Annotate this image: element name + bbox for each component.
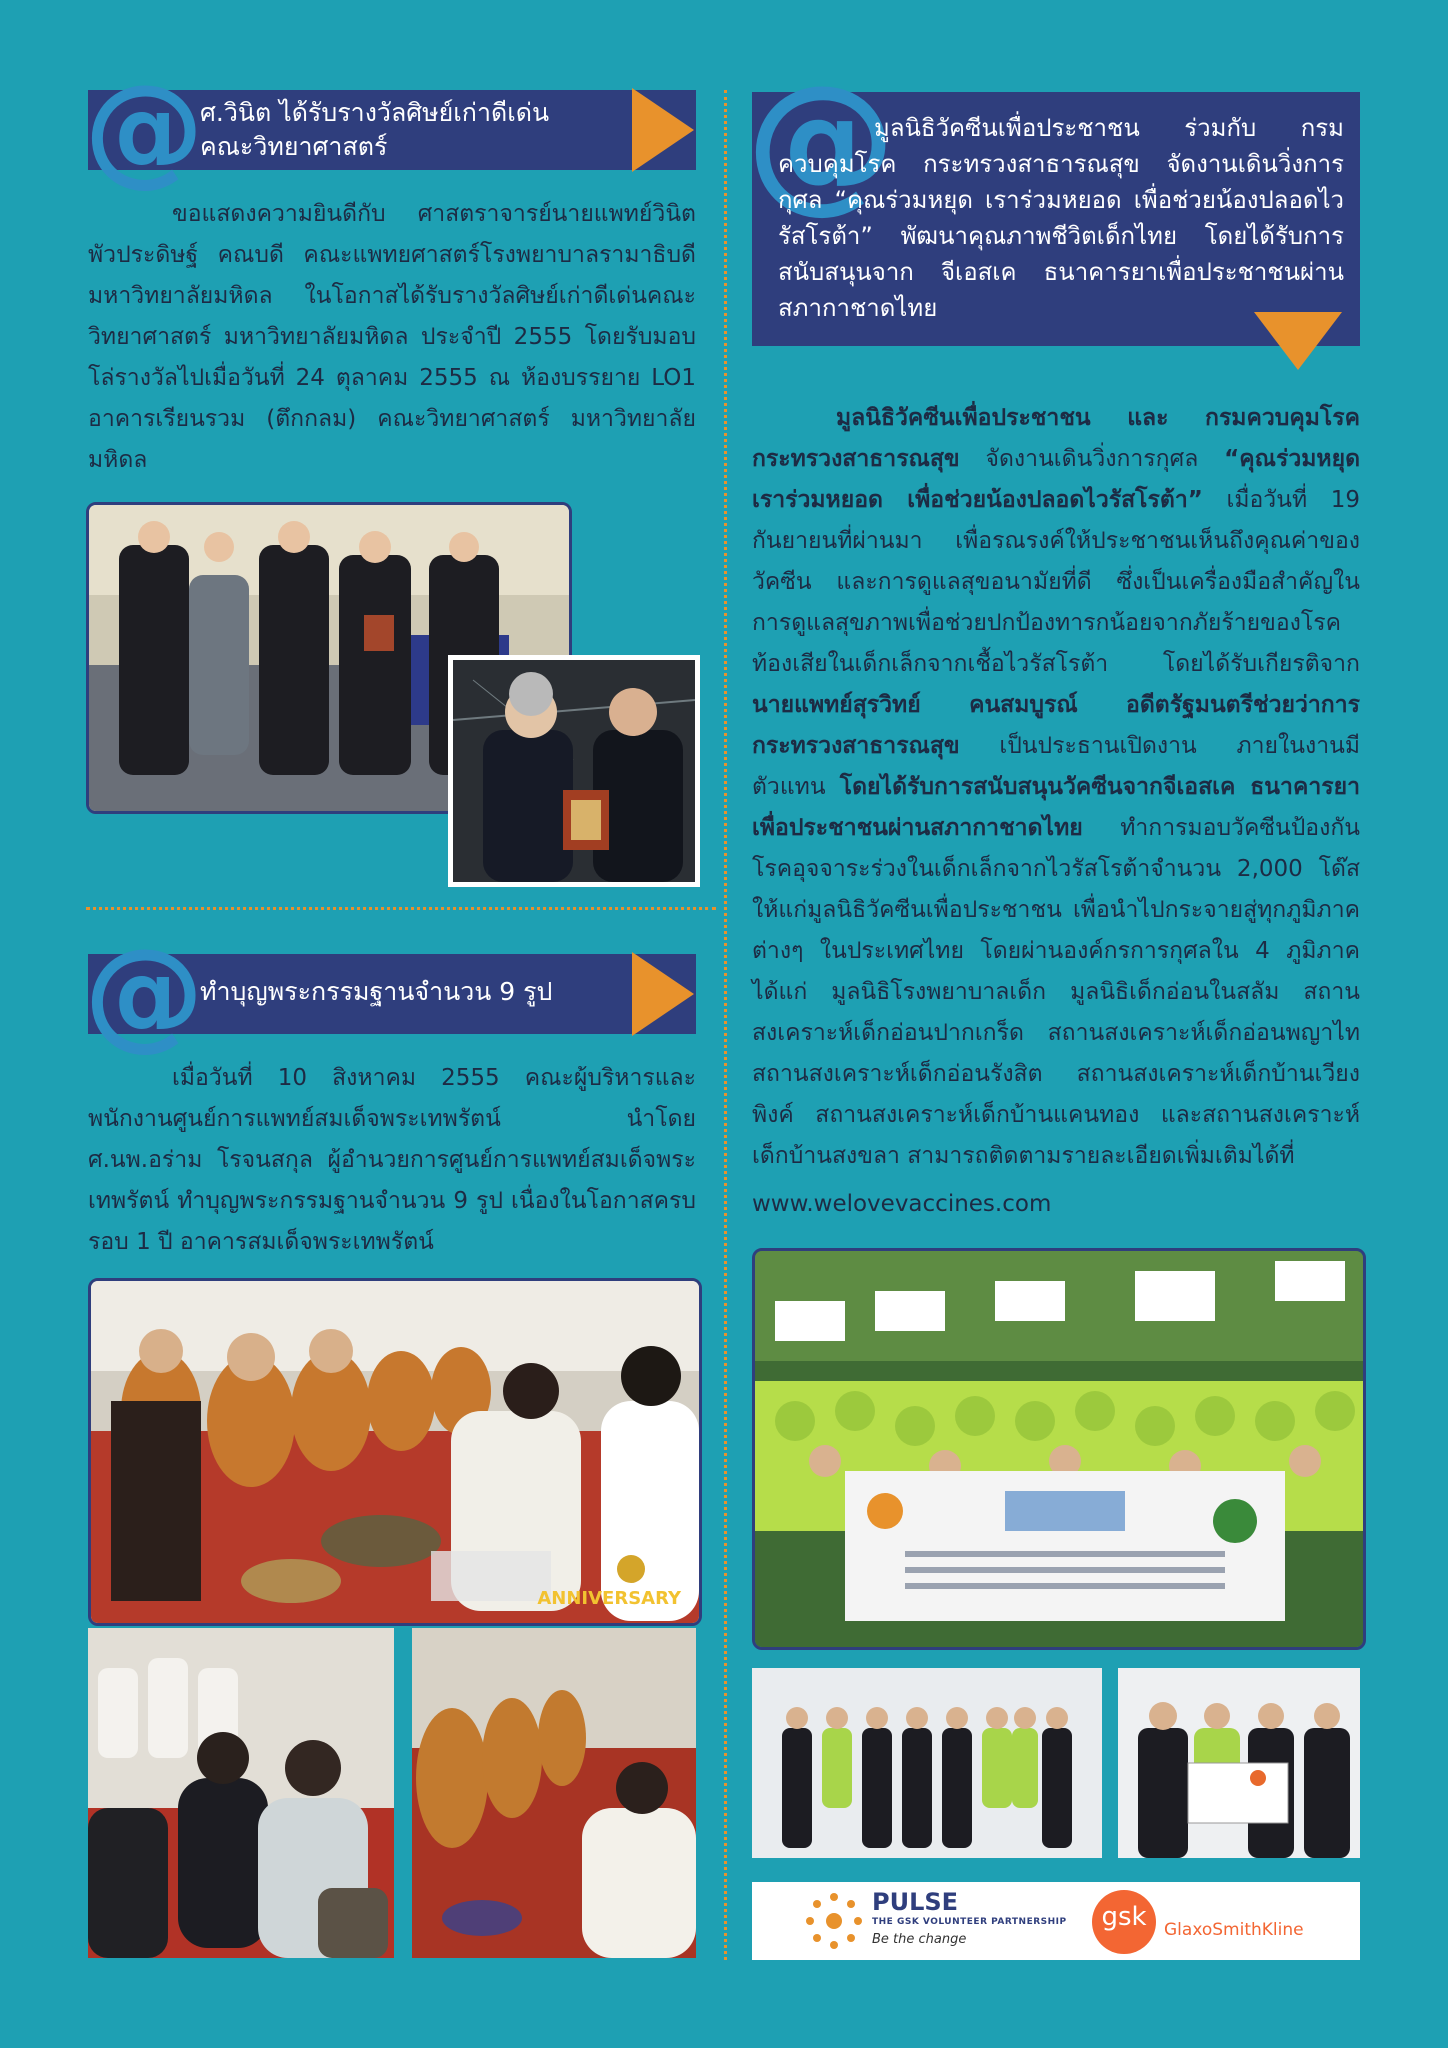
merit-ceremony-photo bbox=[88, 1278, 702, 1626]
donation-handover-photo bbox=[1118, 1668, 1360, 1858]
pulse-tagline: Be the change bbox=[872, 1932, 967, 1947]
campaign-crowd-photo bbox=[752, 1248, 1366, 1650]
body-text: ทำการมอบวัคซีนป้องกันโรคอุจจาระร่วงในเด็กเล็กจากไวรัสโรต้าจำนวน 2,000 โด๊ส ให้แก่มูลนิธิวัคซีนเพื่อประชาชน เพื่อนำไปกระจายสู่ทุกภูมิภาคต่างๆ ในประเทศไทย โดยผ่านองค์กรการกุศลใน 4 ภูมิภาค ได้แก่ มูลนิธิโรงพยาบาลเด็ก มูลนิธิเด็กอ่อนในสลัม สถานสงเคราะห์เด็กอ่อนปากเกร็ด สถานสงเคราะห์เด็กอ่อนพญาไท สถานสงเคราะห์เด็กอ่อนรังสิต สถานสงเคราะห์เด็กบ้านเวียงพิงค์ สถานสงเคราะห์เด็กบ้านแคนทอง และสถานสงเคราะห์เด็กบ้านสงขลา สามารถติดตามรายละเอียดเพิ่มเติมได้ที่ bbox=[752, 815, 1360, 1169]
at-icon: @ bbox=[84, 60, 204, 199]
body-text: เป็นประธานเปิดงาน ภายในงานมีตัวแทน bbox=[752, 733, 1360, 800]
staff-praying-photo bbox=[88, 1628, 394, 1958]
pulse-name: PULSE bbox=[872, 1888, 959, 1916]
section-title-line2: คณะวิทยาศาสตร์ bbox=[200, 132, 388, 161]
section-body bbox=[752, 398, 1360, 1177]
gsk-mark: gsk bbox=[1101, 1902, 1147, 1932]
body-bold-organizers: มูลนิธิวัคซีนเพื่อประชาชน และ กรมควบคุมโรค กระทรวงสาธารณสุข bbox=[752, 405, 1360, 472]
arrow-down-icon bbox=[1254, 312, 1342, 370]
sponsor-logos bbox=[752, 1882, 1360, 1960]
body-text: จัดงานเดินวิ่งการกุศล bbox=[959, 446, 1225, 472]
body-bold-support: โดยได้รับการสนับสนุนวัคซีนจากจีเอสเค ธนาคารยาเพื่อประชาชนผ่านสภากาชาดไทย bbox=[752, 774, 1360, 841]
award-presentation-photo bbox=[448, 655, 700, 887]
website-link[interactable]: www.welovevaccines.com bbox=[752, 1191, 1052, 1217]
pulse-logo-icon bbox=[804, 1891, 864, 1951]
gsk-name: GlaxoSmithKline bbox=[1164, 1920, 1304, 1940]
body-bold-event: “คุณร่วมหยุด เราร่วมหยอด เพื่อช่วยน้องปลอดไวรัสโรต้า” bbox=[752, 446, 1360, 513]
section-title bbox=[200, 96, 620, 164]
section-body: เมื่อวันที่ 10 สิงหาคม 2555 คณะผู้บริหารและพนักงานศูนย์การแพทย์สมเด็จพระเทพรัตน์ นำโดย ศ.นพ.อร่าม โรจนสกุล ผู้อำนวยการศูนย์การแพทย์สมเด็จพระเทพรัตน์ ทำบุญพระกรรมฐานจำนวน 9 รูป เนื่องในโอกาสครบรอบ 1 ปี อาคารสมเด็จพระเทพรัตน์ bbox=[88, 1065, 696, 1255]
body-bold-guest: นายแพทย์สุรวิทย์ คนสมบูรณ์ อดีตรัฐมนตรีช่วยว่าการกระทรวงสาธารณสุข bbox=[752, 692, 1360, 759]
anniversary-caption: ANNIVERSARY bbox=[537, 1588, 681, 1609]
team-group-photo bbox=[752, 1668, 1102, 1858]
section-title-line1: ศ.วินิต ได้รับรางวัลศิษย์เก่าดีเด่น bbox=[200, 98, 550, 127]
arrow-right-icon bbox=[632, 88, 694, 172]
monks-offering-photo bbox=[412, 1628, 696, 1958]
section-body: ขอแสดงความยินดีกับ ศาสตราจารย์นายแพทย์วินิต พัวประดิษฐ์ คณบดี คณะแพทยศาสตร์โรงพยาบาลรามาธิบดี มหาวิทยาลัยมหิดล ในโอกาสได้รับรางวัลศิษย์เก่าดีเด่นคณะวิทยาศาสตร์ มหาวิทยาลัยมหิดล ประจำปี 2555 โดยรับมอบโล่รางวัลไปเมื่อวันที่ 24 ตุลาคม 2555 ณ ห้องบรรยาย LO1 อาคารเรียนรวม (ตึกกลม) คณะวิทยาศาสตร์ มหาวิทยาลัยมหิดล bbox=[88, 201, 696, 473]
section-divider bbox=[86, 907, 716, 910]
at-icon: @ bbox=[84, 924, 204, 1063]
pulse-subtitle: THE GSK VOLUNTEER PARTNERSHIP bbox=[872, 1917, 1067, 1927]
section-title: ทำบุญพระกรรมฐานจำนวน 9 รูป bbox=[200, 977, 553, 1006]
body-text: เมื่อวันที่ 19 กันยายนที่ผ่านมา เพื่อรณรงค์ให้ประชาชนเห็นถึงคุณค่าของวัคซีน และการดูแลสุขอนามัยที่ดี ซึ่งเป็นเครื่องมือสำคัญในการดูแลสุขภาพเพื่อช่วยปกป้องทารกน้อยจากภัยร้ายของโรคท้องเสียในเด็กเล็กจากเชื้อไวรัสโรต้า โดยได้รับเกียรติจาก bbox=[752, 487, 1360, 677]
section-title: มูลนิธิวัคซีนเพื่อประชาชน ร่วมกับ กรมควบคุมโรค กระทรวงสาธารณสุข จัดงานเดินวิ่งการกุศล “คุณร่วมหยุด เราร่วมหยอด เพื่อช่วยน้องปลอดไวรัสโรต้า” พัฒนาคุณภาพชีวิตเด็กไทย โดยได้รับการสนับสนุนจาก จีเอสเค ธนาคารยาเพื่อประชาชนผ่านสภากาชาดไทย bbox=[778, 114, 1344, 322]
arrow-right-icon bbox=[632, 952, 694, 1036]
at-icon: @ bbox=[746, 54, 896, 228]
column-divider bbox=[724, 90, 727, 1960]
